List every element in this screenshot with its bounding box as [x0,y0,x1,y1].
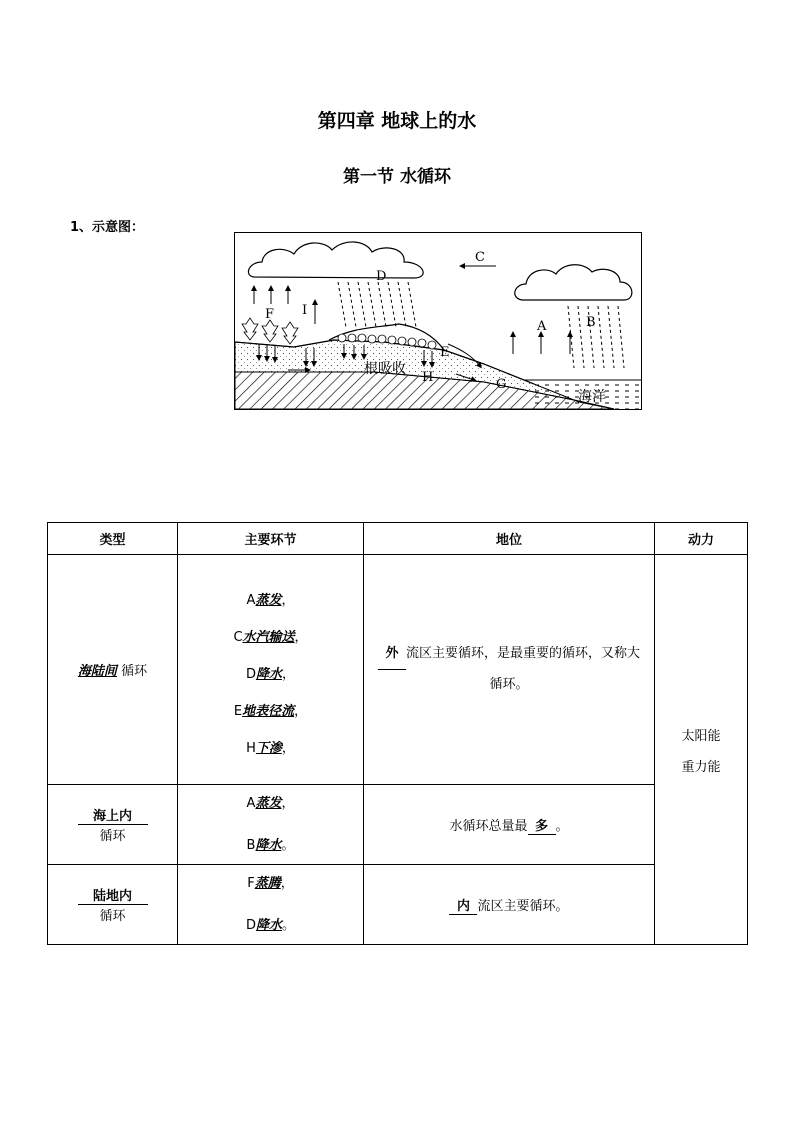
label-b: B [586,315,596,330]
header-power: 动力 [655,523,748,555]
header-role: 地位 [364,523,655,555]
type-suffix: 循环 [121,664,148,679]
type-cell [48,555,178,785]
type-answer: 海上内 [78,805,148,825]
type-suffix: 循环 [99,829,126,844]
table-row [48,555,748,785]
power-cell [655,555,748,945]
power-gravity: 重力能 [681,759,721,775]
steps-cell [178,785,364,865]
label-i: I [302,303,308,318]
type-suffix: 循环 [99,909,126,924]
label-c: C [475,250,485,265]
step-line: A蒸发， [246,592,295,608]
header-type: 类型 [48,523,178,555]
label-d: D [376,269,387,284]
step-line: B降水。 [246,837,295,853]
table-row [48,785,748,865]
step-line: D降水。 [245,917,296,933]
step-line: A蒸发， [246,795,295,811]
label-a: A [537,319,547,334]
role-text: 流区主要循环。 [477,898,569,914]
role-answer: 多 [528,815,556,835]
step-line: D降水， [245,666,296,682]
type-answer: 海陆间 [77,664,117,679]
section-title: 第一节 水循环 [343,167,451,187]
role-answer: 内 [449,895,477,915]
step-line: H下渗， [246,740,295,756]
water-cycle-diagram [234,232,642,410]
step-line: E地表径流， [233,703,308,719]
table-header-row [48,523,748,555]
label-f: F [265,307,275,322]
power-solar: 太阳能 [681,728,721,744]
water-cycle-table [47,522,748,945]
role-cell [364,865,655,945]
header-steps: 主要环节 [178,523,364,555]
step-line: C水汽输送， [233,629,308,645]
step-line: F蒸腾， [247,875,294,891]
label-root-absorption: 根吸收 [364,361,406,377]
figure-caption: 1、示意图： [70,220,145,235]
label-g: G [496,377,507,392]
chapter-title: 第四章 地球上的水 [317,110,477,132]
label-e: E [440,345,450,360]
role-prefix: 水循环总量最 [449,818,528,834]
type-answer: 陆地内 [78,885,148,905]
steps-cell [178,865,364,945]
role-cell [364,555,655,785]
role-answer: 外 [378,639,406,670]
label-h: H [422,370,434,385]
table-row [48,865,748,945]
type-cell [48,785,178,865]
role-cell [364,785,655,865]
steps-cell [178,555,364,785]
role-text: 流区主要循环，是最重要的循环，又称大循环。 [405,646,640,692]
role-suffix: 。 [555,818,569,834]
label-ocean: 海洋 [578,389,606,405]
type-cell [48,865,178,945]
